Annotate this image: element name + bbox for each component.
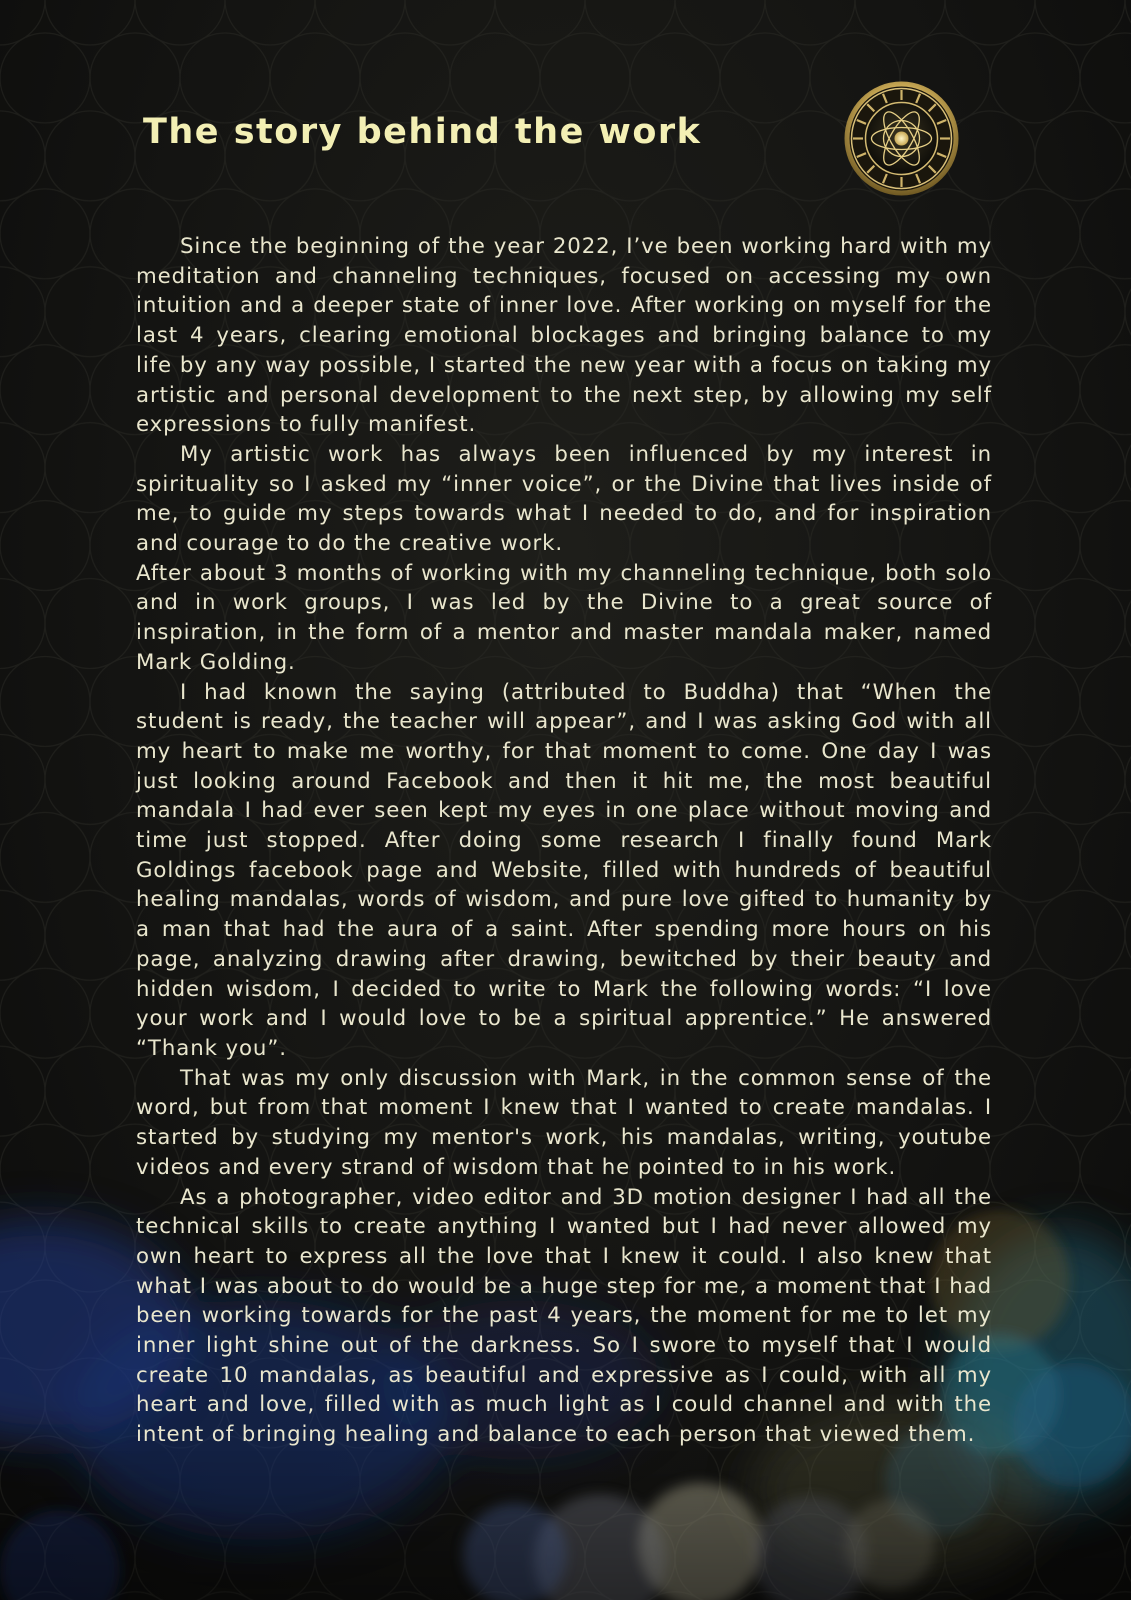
story-paragraph: As a photographer, video editor and 3D motion designer I had all the technical skills to create anything I wanted but I had never allowed my own heart to express all the love that I knew it could. I also knew that what I was about to do would be a huge step for me, a moment that I had been working towards for the past 4 years, the moment for me to let my inner light shine out of the darkness. So I swore to myself that I would create 10 mandalas, as beautiful and expressive as I could, with all my heart and love, filled with as much light as I could channel and with the intent of bringing healing and balance to each person that viewed them. <box>136 1184 992 1448</box>
story-paragraph: My artistic work has always been influenced by my interest in spirituality so I asked my “inner voice”, or the Divine that lives inside of me, to guide my steps towards what I needed to do, and for inspiration and courage to do the creative work. <box>136 441 992 557</box>
story-paragraph: That was my only discussion with Mark, in the common sense of the word, but from that moment I knew that I wanted to create mandalas. I started by studying my mentor's work, his mandalas, writing, youtube videos and every strand of wisdom that he pointed to in his work. <box>136 1065 992 1180</box>
page-title: The story behind the work <box>143 112 702 152</box>
story-paragraph: Since the beginning of the year 2022, I’ve been working hard with my meditation and channeling techniques, focused on accessing my own intuition and a deeper state of inner love. After working on myself for the last 4 years, clearing emotional blockages and bringing balance to my life by any way possible, I started the new year with a focus on taking my artistic and personal development to the next step, by allowing my self expressions to fully manifest. <box>136 234 992 438</box>
story-paragraph: I had known the saying (attributed to Buddha) that “When the student is ready, the teacher will appear”, and I was asking God with all my heart to make me worthy, for that moment to come. One day I was just looking around Facebook and then it hit me, the most beautiful mandala I had ever seen kept my eyes in one place without moving and time just stopped. After doing some research I finally found Mark Goldings facebook page and Website, filled with hundreds of beautiful healing mandalas, words of wisdom, and pure love gifted to humanity by a man that had the aura of a saint. After spending more hours on his page, analyzing drawing after drawing, bewitched by their beauty and hidden wisdom, I decided to write to Mark the following words: “I love your work and I would love to be a spiritual apprentice.” He answered “Thank you”. <box>136 679 992 1061</box>
story-paragraph: After about 3 months of working with my channeling technique, both solo and in work groups, I was led by the Divine to a great source of inspiration, in the form of a mentor and master mandala maker, named Mark Golding. <box>136 560 992 675</box>
story-body <box>136 232 992 1450</box>
mandala-emblem-icon <box>843 80 960 197</box>
